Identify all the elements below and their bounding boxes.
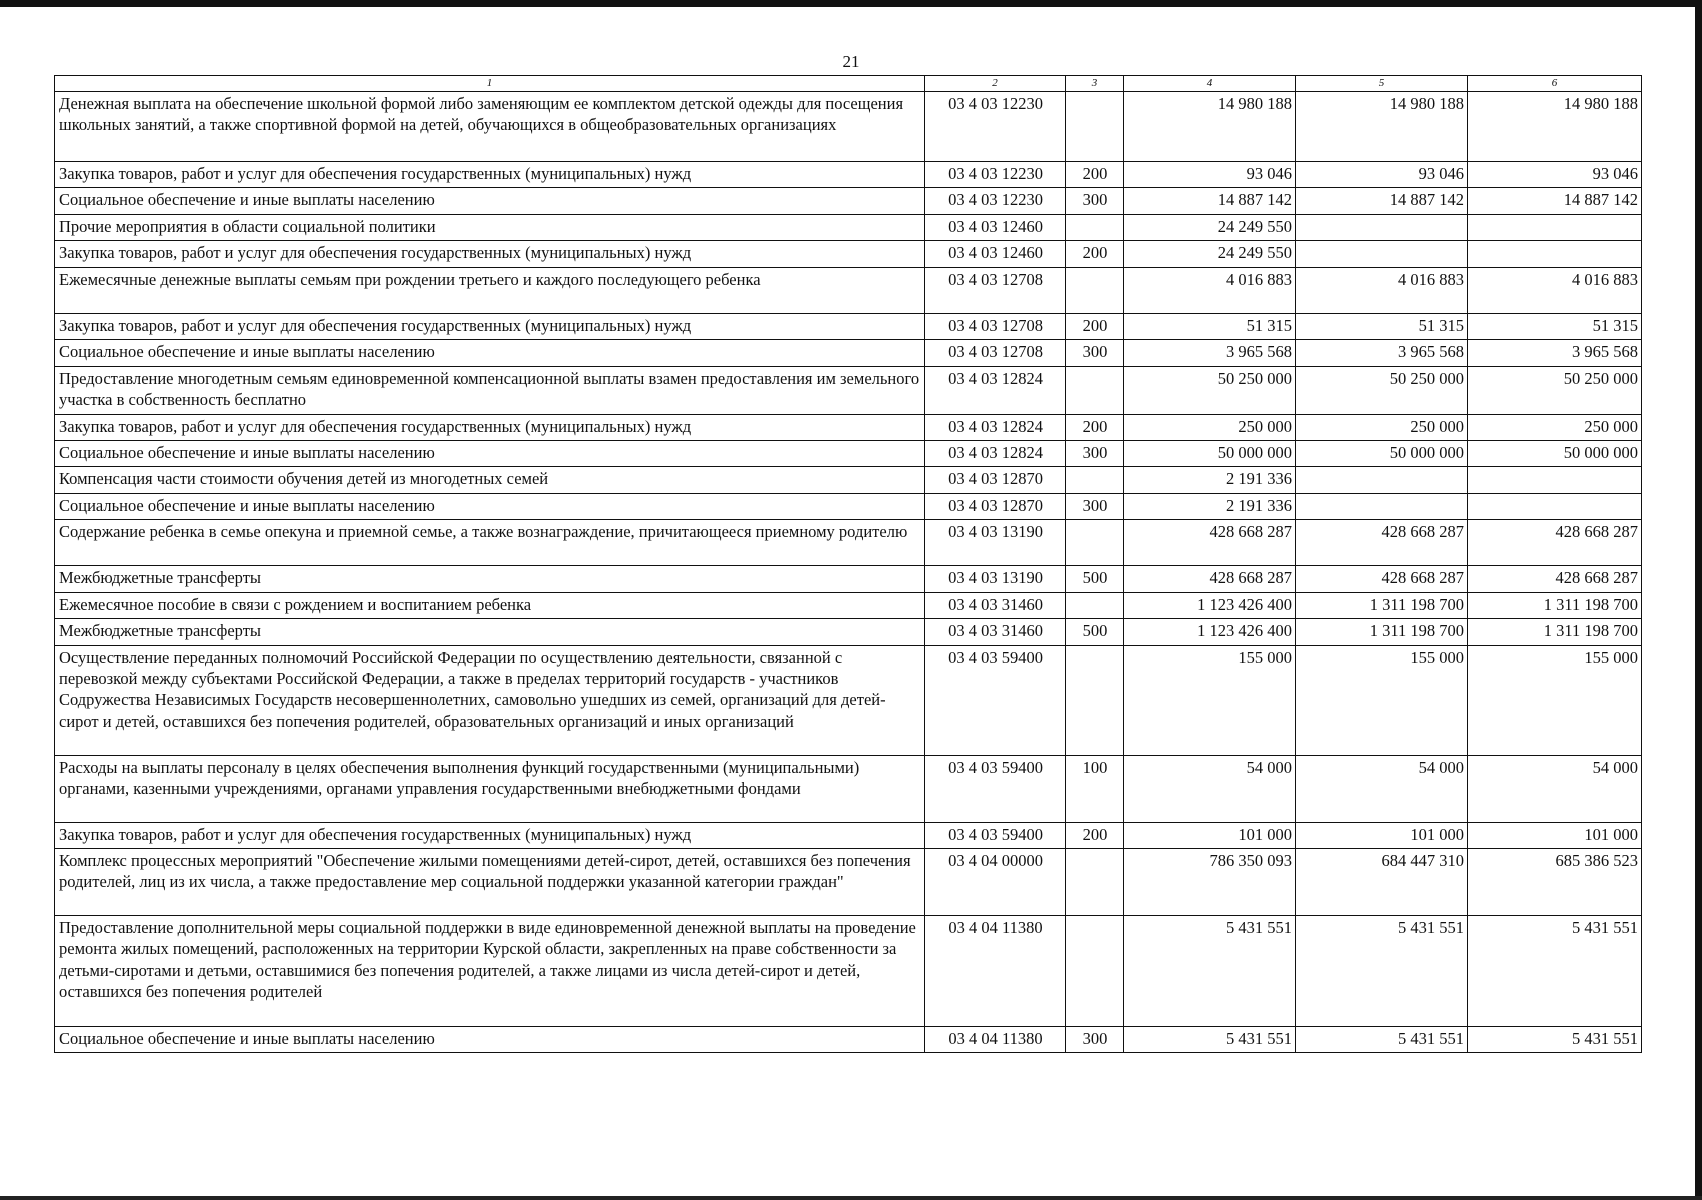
row-code-cell: 03 4 03 59400 xyxy=(925,755,1066,822)
row-name-cell: Осуществление переданных полномочий Российской Федерации по осуществлению деятельности, связанной с перевозкой между субъектами Российской Федерации, а также в пределах территорий государств - участников Содружества Независимых Государств несовершеннолетних, самовольно ушедших из семей, организаций для детей-сирот и детей, оставшихся без попечения родителей, образовательных организаций и иных организаций xyxy=(55,645,925,755)
row-amount-3-cell: 93 046 xyxy=(1468,162,1642,188)
table-row xyxy=(55,592,1642,618)
row-amount-2-cell: 50 000 000 xyxy=(1296,440,1468,466)
row-amount-2-cell xyxy=(1296,241,1468,267)
row-kind-cell xyxy=(1066,520,1124,566)
row-amount-2-cell: 93 046 xyxy=(1296,162,1468,188)
row-code-cell: 03 4 03 59400 xyxy=(925,645,1066,755)
row-kind-cell xyxy=(1066,592,1124,618)
row-amount-1-cell: 2 191 336 xyxy=(1124,493,1296,519)
table-row xyxy=(55,493,1642,519)
row-code-cell: 03 4 03 31460 xyxy=(925,619,1066,645)
row-amount-1-cell: 14 887 142 xyxy=(1124,188,1296,214)
row-amount-2-cell: 428 668 287 xyxy=(1296,520,1468,566)
row-amount-1-cell: 1 123 426 400 xyxy=(1124,619,1296,645)
row-name-cell: Содержание ребенка в семье опекуна и приемной семье, а также вознаграждение, причитающееся приемному родителю xyxy=(55,520,925,566)
row-amount-2-cell: 54 000 xyxy=(1296,755,1468,822)
row-code-cell: 03 4 03 12824 xyxy=(925,366,1066,414)
table-row xyxy=(55,1027,1642,1053)
row-amount-3-cell: 54 000 xyxy=(1468,755,1642,822)
row-amount-1-cell: 250 000 xyxy=(1124,414,1296,440)
row-amount-1-cell: 51 315 xyxy=(1124,313,1296,339)
row-amount-2-cell xyxy=(1296,493,1468,519)
row-amount-2-cell: 101 000 xyxy=(1296,822,1468,848)
row-kind-cell: 500 xyxy=(1066,619,1124,645)
row-name-cell: Денежная выплата на обеспечение школьной формой либо заменяющим ее комплектом детской одежды для посещения школьных занятий, а также спортивной формой на детей, обучающихся в общеобразовательных организациях xyxy=(55,92,925,162)
table-row xyxy=(55,822,1642,848)
row-amount-2-cell: 50 250 000 xyxy=(1296,366,1468,414)
row-amount-2-cell: 3 965 568 xyxy=(1296,340,1468,366)
row-amount-1-cell: 101 000 xyxy=(1124,822,1296,848)
row-amount-1-cell: 1 123 426 400 xyxy=(1124,592,1296,618)
row-code-cell: 03 4 03 12460 xyxy=(925,241,1066,267)
table-row xyxy=(55,241,1642,267)
scan-border-top xyxy=(0,0,1702,7)
row-amount-1-cell: 24 249 550 xyxy=(1124,214,1296,240)
table-row xyxy=(55,214,1642,240)
row-name-cell: Ежемесячные денежные выплаты семьям при рождении третьего и каждого последующего ребенка xyxy=(55,267,925,313)
table-row xyxy=(55,566,1642,592)
row-amount-3-cell: 428 668 287 xyxy=(1468,520,1642,566)
table-row xyxy=(55,755,1642,822)
row-code-cell: 03 4 03 13190 xyxy=(925,566,1066,592)
column-header-amount-2: 5 xyxy=(1296,76,1468,92)
row-amount-3-cell: 14 887 142 xyxy=(1468,188,1642,214)
row-amount-1-cell: 24 249 550 xyxy=(1124,241,1296,267)
row-amount-3-cell: 101 000 xyxy=(1468,822,1642,848)
row-kind-cell xyxy=(1066,467,1124,493)
row-amount-2-cell: 14 980 188 xyxy=(1296,92,1468,162)
row-kind-cell: 200 xyxy=(1066,414,1124,440)
table-row xyxy=(55,340,1642,366)
row-amount-1-cell: 93 046 xyxy=(1124,162,1296,188)
table-row xyxy=(55,92,1642,162)
row-code-cell: 03 4 03 12708 xyxy=(925,340,1066,366)
row-name-cell: Закупка товаров, работ и услуг для обеспечения государственных (муниципальных) нужд xyxy=(55,414,925,440)
row-amount-1-cell: 2 191 336 xyxy=(1124,467,1296,493)
row-kind-cell: 200 xyxy=(1066,822,1124,848)
row-kind-cell xyxy=(1066,214,1124,240)
row-name-cell: Социальное обеспечение и иные выплаты населению xyxy=(55,440,925,466)
column-number-row xyxy=(55,76,1642,92)
row-name-cell: Социальное обеспечение и иные выплаты населению xyxy=(55,340,925,366)
row-code-cell: 03 4 03 12708 xyxy=(925,313,1066,339)
row-kind-cell: 300 xyxy=(1066,1027,1124,1053)
row-code-cell: 03 4 03 12870 xyxy=(925,467,1066,493)
row-name-cell: Социальное обеспечение и иные выплаты населению xyxy=(55,188,925,214)
row-name-cell: Социальное обеспечение и иные выплаты населению xyxy=(55,493,925,519)
row-amount-1-cell: 54 000 xyxy=(1124,755,1296,822)
row-amount-3-cell: 50 000 000 xyxy=(1468,440,1642,466)
row-kind-cell xyxy=(1066,849,1124,916)
row-amount-3-cell: 3 965 568 xyxy=(1468,340,1642,366)
row-amount-3-cell: 14 980 188 xyxy=(1468,92,1642,162)
scan-border-right xyxy=(1695,0,1702,1200)
table-row xyxy=(55,440,1642,466)
row-amount-1-cell: 786 350 093 xyxy=(1124,849,1296,916)
row-name-cell: Компенсация части стоимости обучения детей из многодетных семей xyxy=(55,467,925,493)
row-code-cell: 03 4 04 00000 xyxy=(925,849,1066,916)
row-name-cell: Расходы на выплаты персоналу в целях обеспечения выполнения функций государственными (муниципальными) органами, казенными учреждениями, органами управления государственными внебюджетными фондами xyxy=(55,755,925,822)
row-amount-2-cell: 684 447 310 xyxy=(1296,849,1468,916)
row-kind-cell: 100 xyxy=(1066,755,1124,822)
row-name-cell: Межбюджетные трансферты xyxy=(55,566,925,592)
row-amount-1-cell: 50 250 000 xyxy=(1124,366,1296,414)
table-row xyxy=(55,645,1642,755)
table-body xyxy=(55,92,1642,1053)
row-name-cell: Предоставление дополнительной меры социальной поддержки в виде единовременной денежной выплаты на проведение ремонта жилых помещений, расположенных на территории Курской области, закрепленных на праве собственности за детьми-сиротами и детьми, оставшимися без попечения родителей, а также лицами из числа детей-сирот и детей, оставшихся без попечения родителей xyxy=(55,916,925,1027)
table-row xyxy=(55,267,1642,313)
row-amount-3-cell xyxy=(1468,493,1642,519)
row-amount-3-cell: 50 250 000 xyxy=(1468,366,1642,414)
row-name-cell: Межбюджетные трансферты xyxy=(55,619,925,645)
row-name-cell: Закупка товаров, работ и услуг для обеспечения государственных (муниципальных) нужд xyxy=(55,162,925,188)
row-amount-1-cell: 428 668 287 xyxy=(1124,566,1296,592)
row-name-cell: Закупка товаров, работ и услуг для обеспечения государственных (муниципальных) нужд xyxy=(55,822,925,848)
column-header-amount-3: 6 xyxy=(1468,76,1642,92)
row-amount-3-cell: 250 000 xyxy=(1468,414,1642,440)
table-row xyxy=(55,849,1642,916)
row-code-cell: 03 4 03 12870 xyxy=(925,493,1066,519)
row-kind-cell: 500 xyxy=(1066,566,1124,592)
row-name-cell: Закупка товаров, работ и услуг для обеспечения государственных (муниципальных) нужд xyxy=(55,313,925,339)
page-number: 21 xyxy=(842,52,860,71)
row-code-cell: 03 4 03 12460 xyxy=(925,214,1066,240)
row-name-cell: Прочие мероприятия в области социальной политики xyxy=(55,214,925,240)
table-row xyxy=(55,619,1642,645)
row-amount-3-cell: 5 431 551 xyxy=(1468,1027,1642,1053)
row-amount-1-cell: 50 000 000 xyxy=(1124,440,1296,466)
row-kind-cell: 300 xyxy=(1066,440,1124,466)
row-kind-cell xyxy=(1066,92,1124,162)
row-amount-3-cell xyxy=(1468,214,1642,240)
table-row xyxy=(55,467,1642,493)
table-row xyxy=(55,520,1642,566)
row-amount-1-cell: 4 016 883 xyxy=(1124,267,1296,313)
row-amount-2-cell xyxy=(1296,467,1468,493)
row-amount-2-cell: 5 431 551 xyxy=(1296,916,1468,1027)
row-kind-cell xyxy=(1066,366,1124,414)
scan-border-bottom xyxy=(0,1196,1702,1200)
column-header-kind: 3 xyxy=(1066,76,1124,92)
row-amount-3-cell: 5 431 551 xyxy=(1468,916,1642,1027)
row-kind-cell xyxy=(1066,267,1124,313)
row-kind-cell: 300 xyxy=(1066,340,1124,366)
row-amount-3-cell: 51 315 xyxy=(1468,313,1642,339)
row-code-cell: 03 4 03 12824 xyxy=(925,440,1066,466)
row-amount-2-cell: 155 000 xyxy=(1296,645,1468,755)
table-row xyxy=(55,313,1642,339)
row-amount-1-cell: 428 668 287 xyxy=(1124,520,1296,566)
row-code-cell: 03 4 03 12230 xyxy=(925,92,1066,162)
row-code-cell: 03 4 04 11380 xyxy=(925,916,1066,1027)
row-amount-1-cell: 3 965 568 xyxy=(1124,340,1296,366)
row-kind-cell: 200 xyxy=(1066,162,1124,188)
row-amount-3-cell xyxy=(1468,241,1642,267)
row-amount-3-cell: 685 386 523 xyxy=(1468,849,1642,916)
table-row xyxy=(55,916,1642,1027)
row-code-cell: 03 4 04 11380 xyxy=(925,1027,1066,1053)
table-row xyxy=(55,414,1642,440)
row-kind-cell: 300 xyxy=(1066,493,1124,519)
row-kind-cell: 300 xyxy=(1066,188,1124,214)
row-amount-3-cell: 1 311 198 700 xyxy=(1468,592,1642,618)
table-row xyxy=(55,366,1642,414)
row-kind-cell: 200 xyxy=(1066,313,1124,339)
row-name-cell: Комплекс процессных мероприятий "Обеспечение жилыми помещениями детей-сирот, детей, оставшихся без попечения родителей, лиц из их числа, а также предоставление мер социальной поддержки указанной категории граждан" xyxy=(55,849,925,916)
row-name-cell: Социальное обеспечение и иные выплаты населению xyxy=(55,1027,925,1053)
row-code-cell: 03 4 03 12230 xyxy=(925,162,1066,188)
row-amount-2-cell xyxy=(1296,214,1468,240)
row-code-cell: 03 4 03 31460 xyxy=(925,592,1066,618)
row-amount-1-cell: 14 980 188 xyxy=(1124,92,1296,162)
row-name-cell: Предоставление многодетным семьям единовременной компенсационной выплаты взамен предоставления им земельного участка в собственность бесплатно xyxy=(55,366,925,414)
row-amount-1-cell: 5 431 551 xyxy=(1124,1027,1296,1053)
row-code-cell: 03 4 03 59400 xyxy=(925,822,1066,848)
row-kind-cell: 200 xyxy=(1066,241,1124,267)
row-code-cell: 03 4 03 13190 xyxy=(925,520,1066,566)
row-code-cell: 03 4 03 12824 xyxy=(925,414,1066,440)
column-header-amount-1: 4 xyxy=(1124,76,1296,92)
table-row xyxy=(55,188,1642,214)
row-name-cell: Ежемесячное пособие в связи с рождением и воспитанием ребенка xyxy=(55,592,925,618)
row-amount-2-cell: 250 000 xyxy=(1296,414,1468,440)
column-header-name: 1 xyxy=(55,76,925,92)
row-amount-1-cell: 155 000 xyxy=(1124,645,1296,755)
row-amount-2-cell: 428 668 287 xyxy=(1296,566,1468,592)
row-code-cell: 03 4 03 12708 xyxy=(925,267,1066,313)
row-code-cell: 03 4 03 12230 xyxy=(925,188,1066,214)
row-amount-2-cell: 4 016 883 xyxy=(1296,267,1468,313)
row-amount-3-cell xyxy=(1468,467,1642,493)
row-kind-cell xyxy=(1066,916,1124,1027)
row-amount-2-cell: 1 311 198 700 xyxy=(1296,592,1468,618)
row-kind-cell xyxy=(1066,645,1124,755)
row-amount-3-cell: 155 000 xyxy=(1468,645,1642,755)
row-amount-2-cell: 5 431 551 xyxy=(1296,1027,1468,1053)
row-amount-3-cell: 1 311 198 700 xyxy=(1468,619,1642,645)
column-header-code: 2 xyxy=(925,76,1066,92)
row-amount-3-cell: 4 016 883 xyxy=(1468,267,1642,313)
row-amount-2-cell: 14 887 142 xyxy=(1296,188,1468,214)
row-amount-1-cell: 5 431 551 xyxy=(1124,916,1296,1027)
row-amount-3-cell: 428 668 287 xyxy=(1468,566,1642,592)
row-amount-2-cell: 51 315 xyxy=(1296,313,1468,339)
row-name-cell: Закупка товаров, работ и услуг для обеспечения государственных (муниципальных) нужд xyxy=(55,241,925,267)
budget-table xyxy=(54,75,1642,1053)
table-row xyxy=(55,162,1642,188)
row-amount-2-cell: 1 311 198 700 xyxy=(1296,619,1468,645)
